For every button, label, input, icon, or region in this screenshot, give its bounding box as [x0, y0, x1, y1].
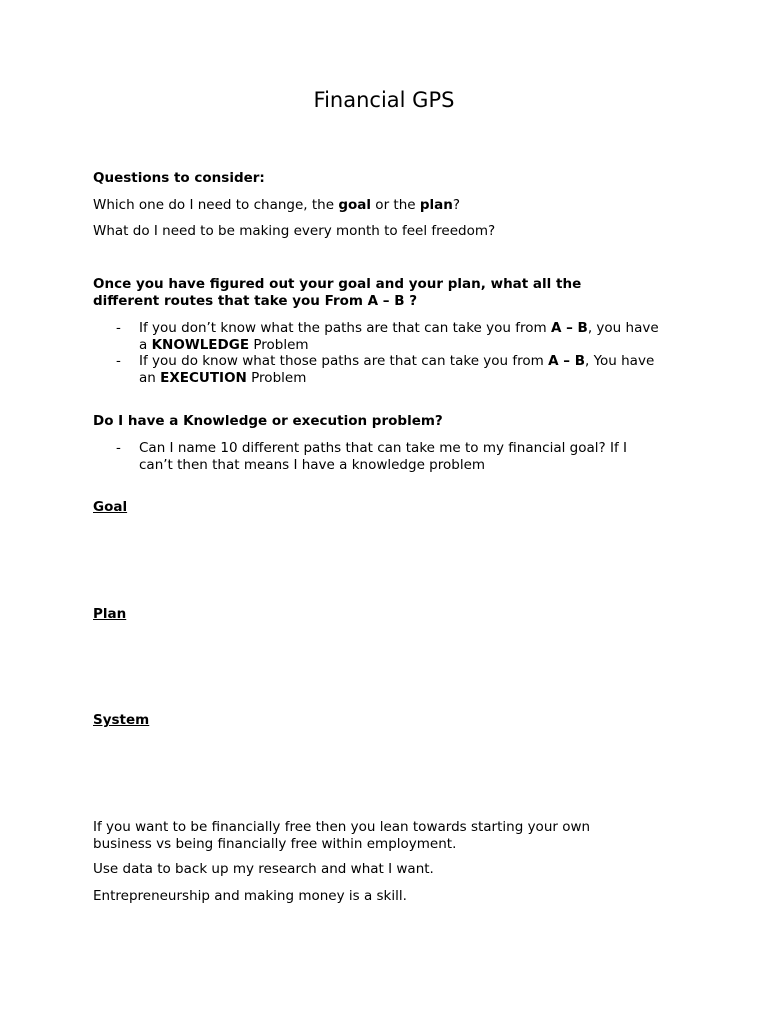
b1-key: KNOWLEDGE [151, 336, 250, 353]
goal-heading: Goal [93, 499, 128, 515]
list-dash: - [116, 440, 121, 456]
q1-plan: plan [419, 197, 453, 213]
list-dash: - [116, 320, 121, 336]
q1-pre: Which one do I need to change, the [93, 197, 339, 213]
routes-heading: Once you have figured out your goal and your plan, what all the different routes that take you From A – B ? [93, 276, 582, 309]
closing-paragraph-2: Use data to back up my research and what I want. [93, 861, 434, 877]
b2-pre: If you do know what those paths are that can take you from [139, 353, 549, 369]
page-title: Financial GPS [313, 88, 455, 112]
closing-paragraph-1: If you want to be financially free then you lean towards starting your own business vs being financially free within employment. [93, 819, 591, 852]
b1-pre: If you don’t know what the paths are that can take you from [139, 320, 551, 336]
problem-heading: Do I have a Knowledge or execution problem? [93, 413, 443, 429]
b2-post: Problem [246, 369, 307, 386]
b1-ab: A – B [550, 320, 588, 336]
question-goal-or-plan [93, 197, 673, 214]
system-heading: System [93, 712, 150, 728]
q1-goal: goal [338, 197, 372, 213]
b2-key: EXECUTION [160, 369, 247, 386]
question-monthly-income: What do I need to be making every month to feel freedom? [93, 223, 496, 239]
q1-mid: or the [371, 197, 420, 213]
q1-post: ? [452, 197, 461, 213]
list-dash: - [116, 353, 121, 369]
b1-post: Problem [249, 336, 309, 353]
closing-paragraph-3: Entrepreneurship and making money is a skill. [93, 888, 407, 904]
list-item-text [139, 320, 659, 353]
b1-mid: , you have a [139, 320, 659, 353]
b2-ab: A – B [548, 353, 585, 369]
list-item-text: Can I name 10 different paths that can take me to my financial goal? If I can’t then that means I have a knowledge problem [139, 440, 627, 473]
questions-heading: Questions to consider: [93, 170, 265, 186]
plan-heading: Plan [93, 606, 127, 622]
b2-mid: , You have an [139, 353, 655, 386]
list-item-text [139, 353, 659, 386]
